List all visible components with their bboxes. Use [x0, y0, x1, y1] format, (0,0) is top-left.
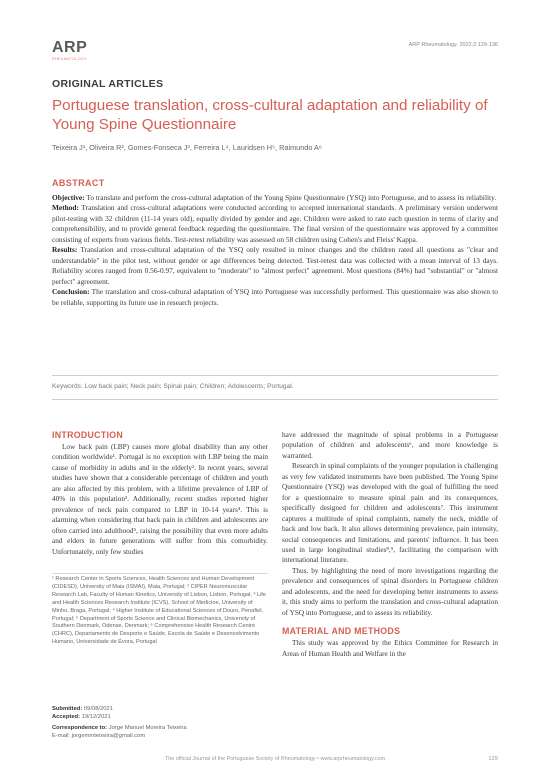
submitted-date: Submitted: 09/08/2021: [52, 706, 113, 712]
abstract-method: Method: Translation and cross-cultural adaptations were conducted according to accepted international standards. A preliminary version underwent pilot-testing with 32 children (11-14 years old), equally divided by gender and age. Children were asked to rate each question in terms of clarity and comprehensibility, and to provide general feedback regarding the questionnaire. The final version of the questionnaire was approved by a committee consisting of experts from various fields. Test-retest reliability was assessed on 58 children using Cohen's and Fleiss' Kappa.: [52, 203, 498, 244]
author-list: Teixeira J¹, Oliveira R², Gomes-Fonseca J³, Ferreira L⁴, Lauridsen H⁵, Raimundo A⁶: [52, 143, 322, 152]
footnote-rule: [52, 573, 268, 574]
affiliations-footnote: ¹ Research Center in Sports Sciences, Health Sciences and Human Development (CIDESD), University of Maia (ISMAI), Maia, Portugal; ² CIPER Neuromuscular Research Lab, Faculty of Human Kinetics, University of Lisbon, Lisbon, Portugal; ³ Life and Health Sciences Research Institute (ICVS), School of Medicine, University of Minho, Braga, Portugal; ⁴ Higher Institute of Educational Sciences of Douro, Penafiel, Portugal; ⁵ Department of Sports Science and Clinical Biomechanics, University of Southern Denmark, Odense, Denmark; ⁶ Comprehensive Health Research Centre (CHRC), Departamento de Desporto e Saúde, Escola de Saúde e Desenvolvimento Humano, Universidade de Évora, Portugal: [52, 576, 266, 646]
intro-paragraph-2: Research in spinal complaints of the younger population is challenging as very few validated instruments have been published. The Young Spine Questionnaire (YSQ) was developed with the goal of fulfilling the need for a questionnaire to measure spinal pain and its consequences, specifically designed for children and adolescents⁷. This instrument captures a multitude of spinal complaints, namely the neck, middle of back and low back. It also allows determining prevalence, pain intensity, social consequences and limitations, and parents' influence. It has been used in large longitudinal studies⁸,⁹, facilitating the comparison with international literature.: [282, 462, 498, 565]
journal-logo: [52, 40, 92, 61]
abstract-objective: Objective: To translate and perform the cross-cultural adaptation of the Young Spine Questionnaire (YSQ) into Portuguese, and to assess its reliability.: [52, 193, 497, 202]
methods-paragraph: This study was approved by the Ethics Committee for Research in Areas of Human Health and Welfare in the: [282, 639, 498, 658]
page-number: 129: [488, 756, 498, 762]
right-column: [282, 430, 498, 659]
divider-top: [52, 375, 498, 376]
logo-subtitle: RHEUMATOLOGY: [52, 57, 88, 61]
methods-heading: MATERIAL AND METHODS: [282, 626, 401, 637]
abstract-body: [52, 193, 498, 308]
intro-paragraph: Low back pain (LBP) causes more global disability than any other condition worldwide¹. Portugal is no exception with LBP being the main cause of morbidity in adults and in the elderly². In recent years, several studies have shown that a considerable percentage of children and youth are also affected by this problem, with a lifetime prevalence of LBP of 40% in this population³. Additionally, recent studies reported higher prevalence of neck pain compared to LBP in 10-14 years⁴. This is alarming when considering that back pain in children and adolescents are often carried into adulthood⁵, raising the possibility that even more adults and elders in future generations will suffer from this comorbidity. Unfortunately, only few studies: [52, 443, 268, 556]
running-head: ARP Rheumatology. 2022;2:129-136: [408, 42, 498, 48]
journal-footer: The official Journal of the Portuguese Society of Rheumatology • www.arprheumatology.com: [164, 756, 386, 762]
introduction-heading: INTRODUCTION: [52, 430, 124, 440]
abstract-heading: ABSTRACT: [52, 178, 105, 188]
keywords: Keywords: Low back pain; Neck pain; Spinal pain; Children; Adolescents; Portugal.: [52, 383, 294, 390]
section-label: ORIGINAL ARTICLES: [52, 78, 164, 90]
intro-paragraph-3: Thus, by highlighting the need of more investigations regarding the prevalence and consequences of spinal disorders in Portuguese children and adolescents, and the need for developing better instruments to assess it, this study aims to perform the translation and cross-cultural adaptation of YSQ into Portuguese, and to assess its reliability.: [282, 566, 498, 617]
abstract-results: Results: Translation and cross-cultural adaptation of the YSQ only resulted in minor changes and the children rated all questions as "clear and understandable" in the pilot test, without gender or age differences being detected. Test-retest data was collected with a mean interval of 13 days. Reliability scores ranged from 0.56-0.97, equivalent to "moderate" to "almost perfect" agreement. Most questions (84%) had "substantial" or "almost perfect" agreement.: [52, 245, 498, 286]
abstract-conclusion: Conclusion: The translation and cross-cultural adaptation of YSQ into Portuguese was successfully performed. This questionnaire was also shown to be reliable, supporting its future use in research projects.: [52, 287, 498, 307]
accepted-date: Accepted: 19/12/2021: [52, 714, 111, 720]
divider-bottom: [52, 399, 498, 400]
correspondence-email[interactable]: E-mail: jorgemmteixeira@gmail.com: [52, 733, 146, 739]
logo-wordmark: ARP: [52, 39, 88, 56]
left-column: [52, 430, 268, 557]
intro-paragraph-cont: have addressed the magnitude of spinal problems in a Portuguese population of children and adolescents⁶, and more knowledge is warranted.: [282, 431, 498, 460]
correspondence: Correspondence to: Jorge Manuel Moreira Teixeira: [52, 725, 187, 731]
article-title: Portuguese translation, cross-cultural adaptation and reliability of Young Spine Questionnaire: [52, 97, 488, 133]
article-dates: [52, 705, 268, 740]
